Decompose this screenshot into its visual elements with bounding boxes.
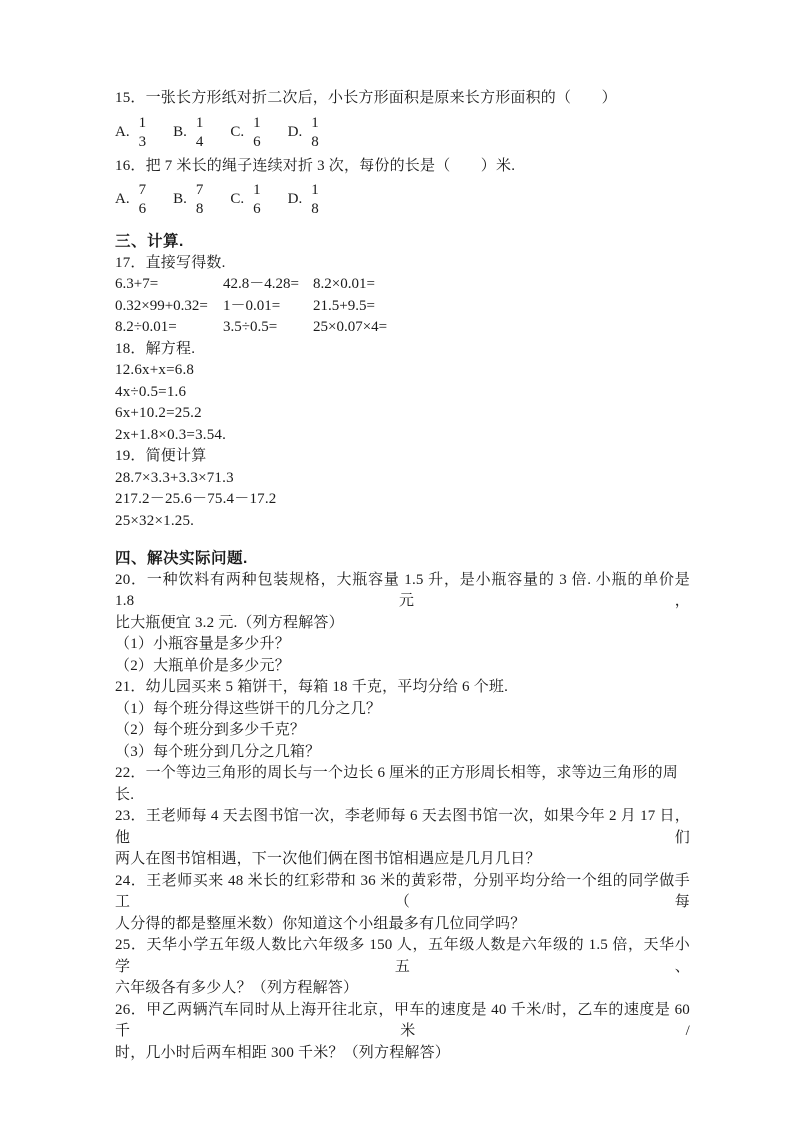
problem-19-expr-1: 28.7×3.3+3.3×71.3 <box>115 469 234 486</box>
problem-16-options <box>115 177 690 223</box>
fraction-numerator: 1 <box>311 114 319 131</box>
fraction-denominator: 6 <box>253 133 261 150</box>
fraction <box>253 181 261 219</box>
fraction-numerator: 1 <box>138 114 147 131</box>
choice-letter: B. <box>173 191 187 208</box>
problem-19-text: 19．简便计算 <box>115 448 207 464</box>
problem-22-text: 22．一个等边三角形的周长与一个边长 6 厘米的正方形周长相等，求等边三角形的周长. <box>115 765 679 803</box>
fraction-denominator: 4 <box>195 133 204 150</box>
expression: 1－0.01= <box>223 297 281 314</box>
problem-24-text-line-1: 24．王老师买来 48 米长的红彩带和 36 米的黄彩带，分别平均分给一个组的同学做手工（每 <box>115 872 690 910</box>
problem-20-text-line-2: 比大瓶便宜 3.2 元.（列方程解答） <box>115 614 344 631</box>
problem-19-expr-3: 25×32×1.25. <box>115 512 195 529</box>
problem-21-sub-1: （1）每个班分得这些饼干的几分之几？ <box>115 700 382 717</box>
expression: 8.2÷0.01= <box>115 319 177 335</box>
choice-option-d <box>288 181 319 219</box>
fraction-denominator: 8 <box>311 133 319 150</box>
fraction-numerator: 1 <box>195 114 204 131</box>
choice-option-c <box>230 181 260 219</box>
problem-21-text: 21．幼儿园买来 5 箱饼干，每箱 18 千克，平均分给 6 个班. <box>115 679 509 695</box>
section-3-heading: 三、计算. <box>115 233 184 250</box>
fraction-denominator: 8 <box>195 201 204 217</box>
fraction-numerator: 1 <box>311 182 319 198</box>
choice-letter: D. <box>287 123 303 140</box>
expression: 42.8－4.28= <box>223 276 299 292</box>
fraction-denominator: 6 <box>253 201 261 217</box>
fraction <box>196 181 204 219</box>
problem-20-sub-1: （1）小瓶容量是多少升？ <box>115 636 290 652</box>
problem-15-options <box>115 110 690 156</box>
fraction <box>196 114 204 152</box>
expression: 21.5+9.5= <box>313 297 375 314</box>
fraction <box>253 114 261 152</box>
problem-17-text: 17．直接写得数. <box>115 254 226 271</box>
expression: 0.32×99+0.32= <box>115 297 208 314</box>
fraction-numerator: 1 <box>253 182 261 198</box>
choice-letter: A. <box>115 191 130 208</box>
expression: 6.3+7= <box>115 276 159 292</box>
document-content <box>115 88 690 1064</box>
problem-21-sub-3: （3）每个班分到几分之几箱？ <box>115 743 321 760</box>
problem-18-eq-4: 2x+1.8×0.3=3.54. <box>115 426 227 443</box>
choice-letter: D. <box>287 191 303 208</box>
fraction <box>139 181 147 219</box>
problem-20-sub-2: （2）大瓶单价是多少元？ <box>115 657 290 674</box>
problem-16-text: 16．把 7 米长的绳子连续对折 3 次，每份的长是（ ）米. <box>115 157 516 174</box>
problem-23-text-line-1: 23．王老师每 4 天去图书馆一次，李老师每 6 天去图书馆一次，如果今年 2 月 17 日，他们 <box>115 808 690 846</box>
expression: 3.5÷0.5= <box>223 319 278 335</box>
problem-25-text-line-1: 25．天华小学五年级人数比六年级多 150 人，五年级人数是六年级的 1.5 倍，天华小学五、 <box>115 937 690 975</box>
choice-option-c <box>230 114 260 152</box>
expression: 25×0.07×4= <box>313 319 388 335</box>
problem-26-text-line-1: 26．甲乙两辆汽车同时从上海开往北京，甲车的速度是 40 千米/时，乙车的速度是 60 千米/ <box>115 1001 690 1039</box>
choice-letter: C. <box>230 191 245 208</box>
choice-option-d <box>288 114 319 152</box>
choice-option-b <box>173 181 203 219</box>
problem-23-text-line-2: 两人在图书馆相遇，下一次他们俩在图书馆相遇应是几月几日？ <box>115 851 541 867</box>
problem-18-eq-3: 6x+10.2=25.2 <box>115 405 202 421</box>
problem-24-text-line-2: 人分得的都是整厘米数）你知道这个小组最多有几位同学吗？ <box>115 915 526 932</box>
fraction <box>311 114 319 152</box>
fraction <box>311 181 319 219</box>
problem-17-grid <box>115 274 690 339</box>
problem-20-text-line-1: 20．一种饮料有两种包装规格，大瓶容量 1.5 升，是小瓶容量的 3 倍. 小瓶的单价是 1.8 元， <box>115 571 690 609</box>
problem-18-eq-1: 12.6x+x=6.8 <box>115 362 195 378</box>
problem-18-text: 18．解方程. <box>115 340 196 357</box>
fraction <box>139 114 147 152</box>
choice-letter: C. <box>230 123 245 140</box>
fraction-numerator: 7 <box>138 182 147 198</box>
section-4-heading: 四、解决实际问题. <box>115 550 248 567</box>
problem-21-sub-2: （2）每个班分到多少千克？ <box>115 722 306 738</box>
choice-option-b <box>173 114 203 152</box>
choice-option-a <box>115 114 146 152</box>
fraction-denominator: 6 <box>138 201 147 217</box>
problem-26-text-line-2: 时，几小时后两车相距 300 千米？（列方程解答） <box>115 1044 451 1061</box>
choice-option-a <box>115 181 146 219</box>
choice-letter: A. <box>115 123 130 140</box>
problem-15-text: 15．一张长方形纸对折二次后，小长方形面积是原来长方形面积的（ ） <box>115 90 617 106</box>
fraction-denominator: 8 <box>311 201 319 217</box>
expression: 8.2×0.01= <box>313 276 375 292</box>
fraction-denominator: 3 <box>138 133 147 150</box>
fraction-numerator: 1 <box>253 114 261 131</box>
problem-25-text-line-2: 六年级各有多少人？（列方程解答） <box>115 980 359 996</box>
problem-19-expr-2: 217.2－25.6－75.4－17.2 <box>115 491 277 507</box>
choice-letter: B. <box>173 123 187 140</box>
problem-18-eq-2: 4x÷0.5=1.6 <box>115 383 187 400</box>
fraction-numerator: 7 <box>195 182 204 198</box>
